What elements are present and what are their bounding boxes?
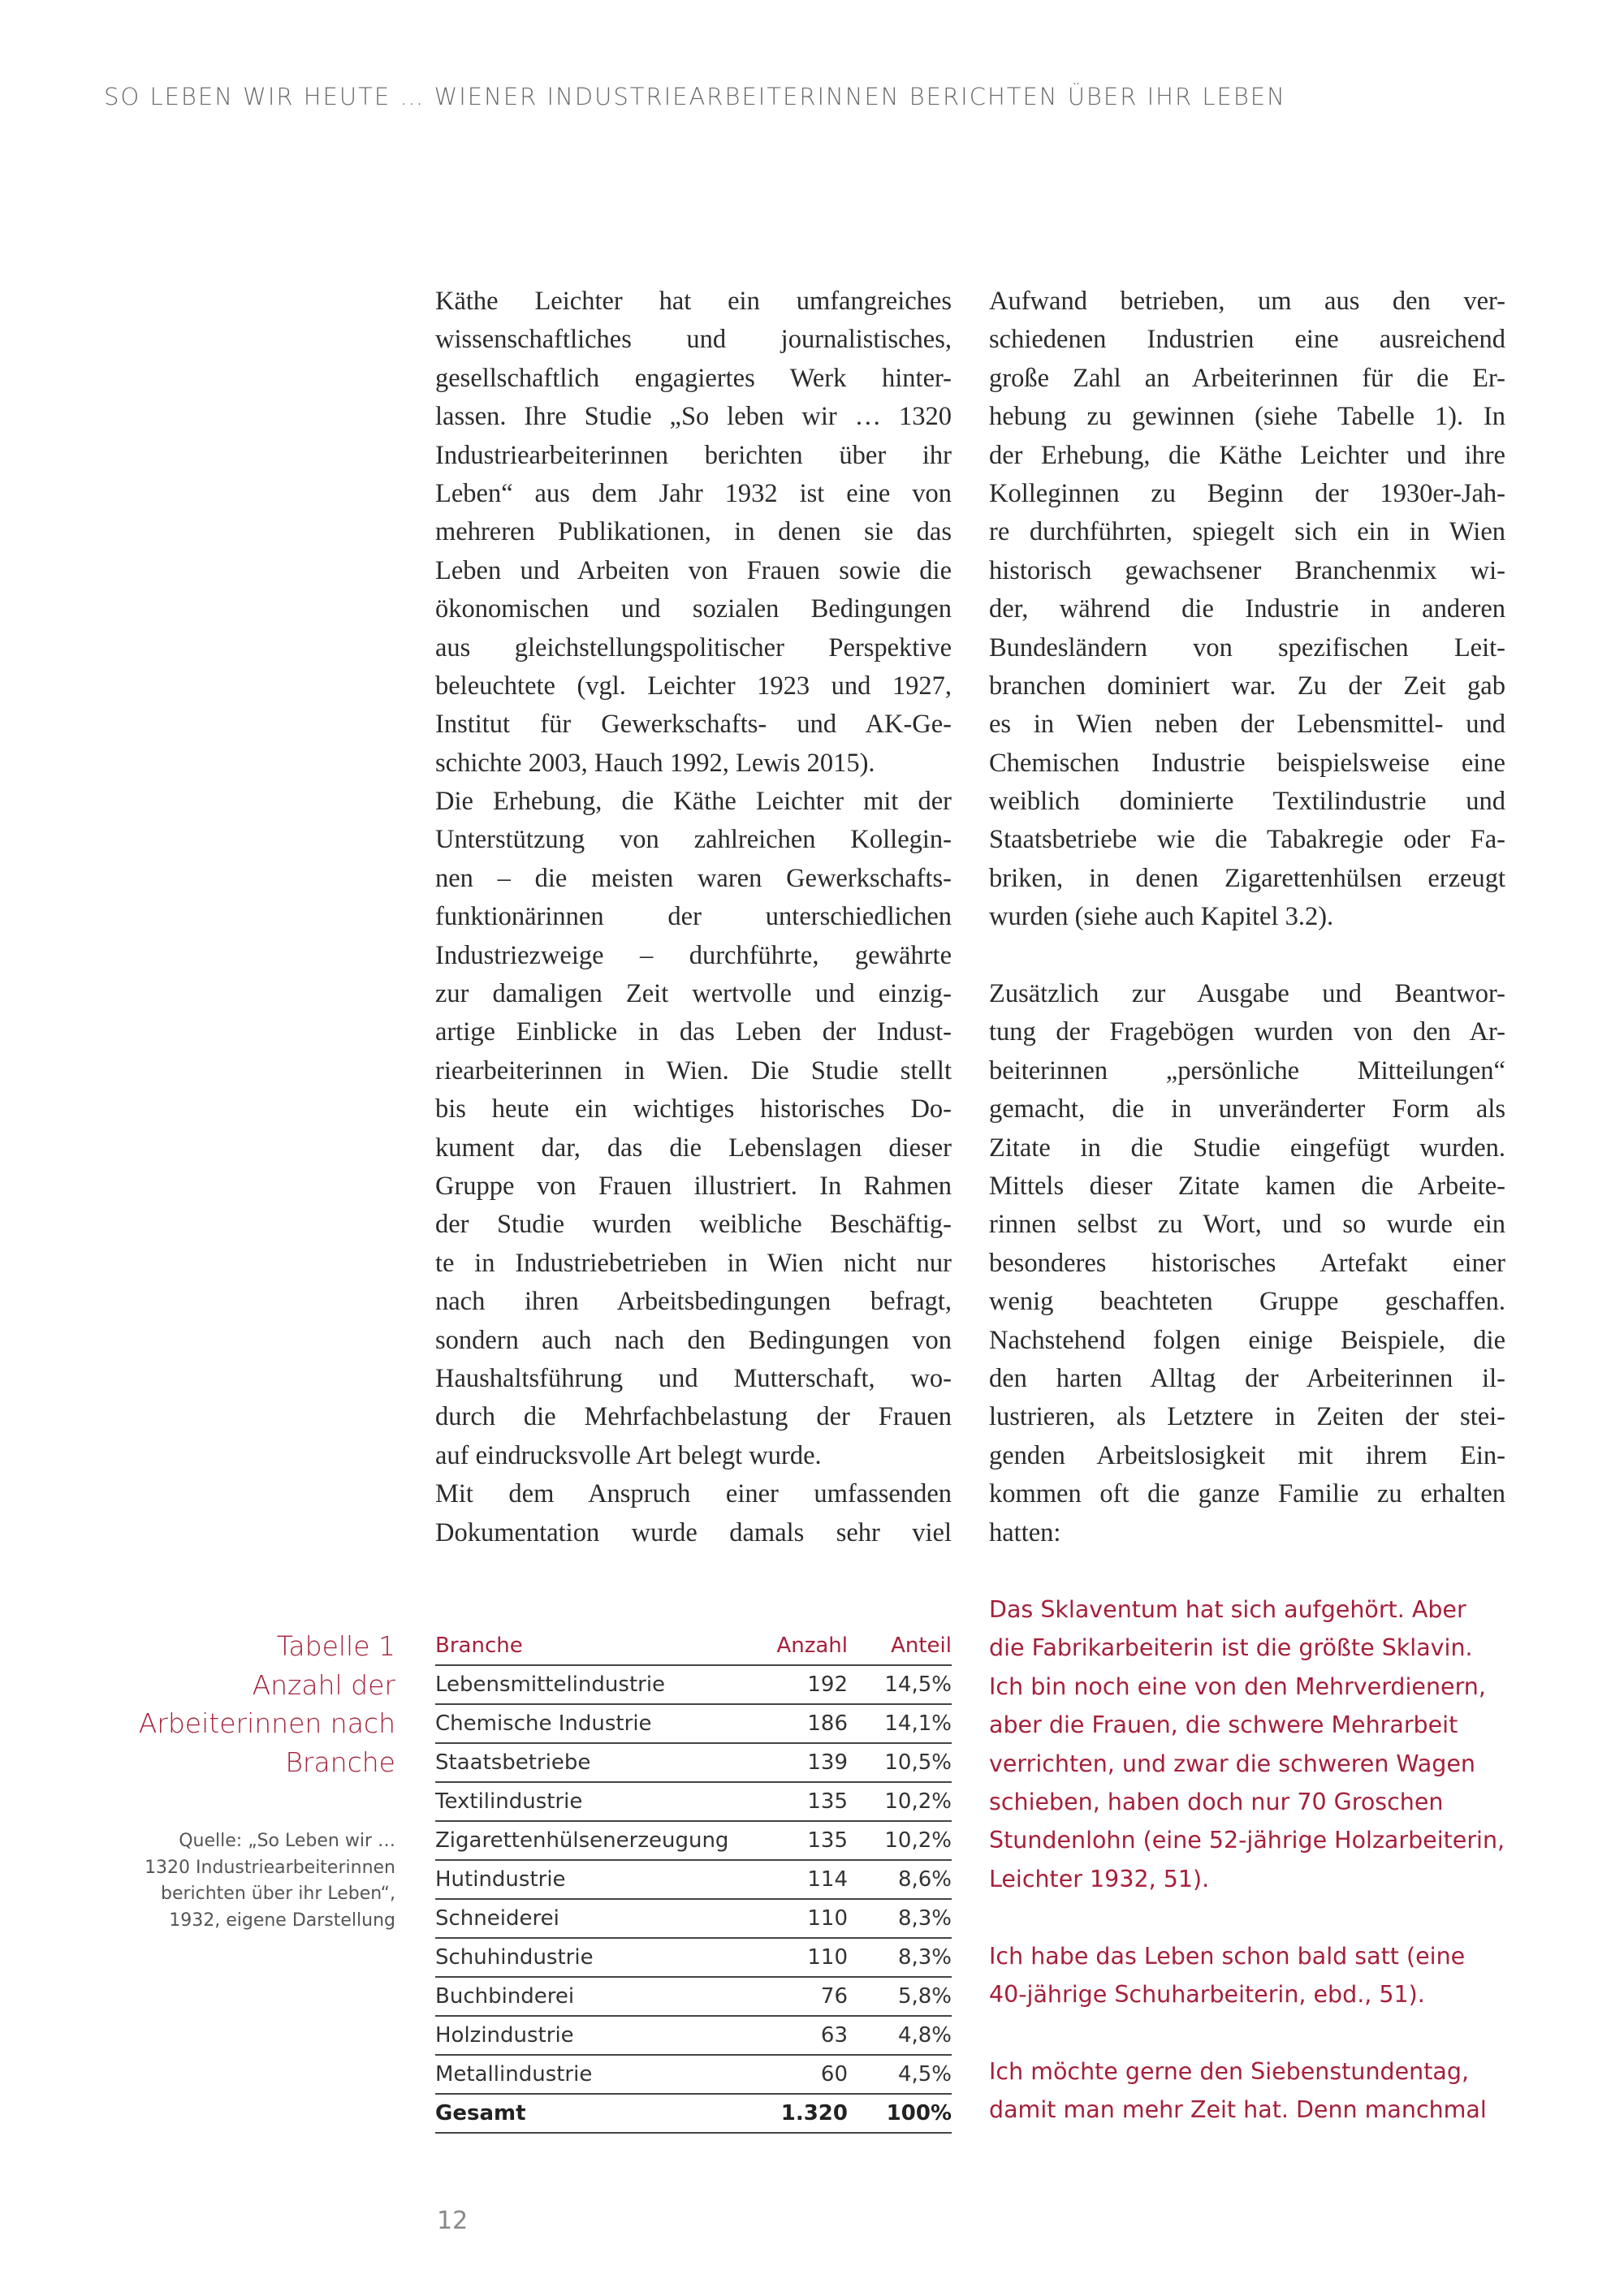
table-row xyxy=(435,1665,952,1704)
cell-anzahl: 139 xyxy=(734,1743,848,1782)
body-text-line: Unterstützung von zahlreichen Kollegin- xyxy=(435,825,952,855)
body-text-line: es in Wien neben der Lebensmittel- und xyxy=(989,710,1505,740)
quote-line: Ich habe das Leben schon bald satt (eine xyxy=(989,1942,1466,1970)
cell-branche: Hutindustrie xyxy=(435,1860,734,1899)
total-anzahl: 1.320 xyxy=(734,2094,848,2133)
cell-anteil: 8,3% xyxy=(848,1938,952,1977)
table-header-row xyxy=(435,1627,952,1665)
cell-anteil: 4,8% xyxy=(848,2016,952,2055)
body-text-line: schichte 2003, Hauch 1992, Lewis 2015). xyxy=(435,748,875,778)
body-column-right xyxy=(989,283,1505,1552)
body-text-line: Mit dem Anspruch einer umfassenden xyxy=(435,1479,952,1509)
quote-line: Das Sklaventum hat sich aufgehört. Aber xyxy=(989,1596,1466,1623)
body-text-line: Leben und Arbeiten von Frauen sowie die xyxy=(435,555,952,585)
caption-source-line: 1932, eigene Darstellung xyxy=(169,1910,395,1931)
body-text-line: Industriezweige – durchführte, gewährte xyxy=(435,940,952,970)
table-row xyxy=(435,2016,952,2055)
running-header: SO LEBEN WIR HEUTE … WIENER INDUSTRIEARBEITERINNEN BERICHTEN ÜBER IHR LEBEN xyxy=(104,83,1286,110)
quote-line: die Fabrikarbeiterin ist die größte Sklavin. xyxy=(989,1634,1473,1662)
body-text-line: große Zahl an Arbeiterinnen für die Er- xyxy=(989,363,1505,393)
cell-branche: Schneiderei xyxy=(435,1899,734,1938)
body-text-line: hatten: xyxy=(989,1517,1061,1547)
body-text-line: Institut für Gewerkschafts- und AK-Ge- xyxy=(435,710,952,740)
table-row xyxy=(435,2055,952,2094)
caption-source-line: 1320 Industriearbeiterinnen xyxy=(145,1857,395,1878)
caption-source-line: berichten über ihr Leben“, xyxy=(160,1884,395,1904)
quote-line: schieben, haben doch nur 70 Groschen xyxy=(989,1788,1444,1815)
body-text-line: lassen. Ihre Studie „So leben wir … 1320 xyxy=(435,402,952,432)
table-row xyxy=(435,1938,952,1977)
body-text-line: Zitate in die Studie eingefügt wurden. xyxy=(989,1133,1505,1163)
caption-source-line: Quelle: „So Leben wir … xyxy=(179,1831,395,1851)
body-text-line: Nachstehend folgen einige Beispiele, die xyxy=(989,1325,1505,1355)
body-text-line: artige Einblicke in das Leben der Indust- xyxy=(435,1017,952,1047)
quote-line: damit man mehr Zeit hat. Denn manchmal xyxy=(989,2096,1487,2124)
cell-anteil: 5,8% xyxy=(848,1977,952,2016)
cell-anzahl: 63 xyxy=(734,2016,848,2055)
quote-line: 40-jährige Schuharbeiterin, ebd., 51). xyxy=(989,1980,1425,2008)
body-text-line: sondern auch nach den Bedingungen von xyxy=(435,1325,952,1355)
cell-branche: Zigarettenhülsenerzeugung xyxy=(435,1821,734,1860)
cell-anzahl: 110 xyxy=(734,1938,848,1977)
header-anzahl: Anzahl xyxy=(734,1627,848,1665)
body-text-line: aus gleichstellungspolitischer Perspektive xyxy=(435,632,952,662)
body-text-line: riearbeiterinnen in Wien. Die Studie stellt xyxy=(435,1055,952,1085)
caption-title-line: Branche xyxy=(285,1746,395,1778)
body-text-line: Gruppe von Frauen illustriert. In Rahmen xyxy=(435,1171,952,1201)
table-caption-source xyxy=(145,1828,395,1934)
body-text-line: gemacht, die in unveränderter Form als xyxy=(989,1094,1505,1124)
quote-line: Ich bin noch eine von den Mehrverdienern, xyxy=(989,1672,1486,1700)
body-text-line: der, während die Industrie in anderen xyxy=(989,594,1505,624)
body-text-line: den harten Alltag der Arbeiterinnen il- xyxy=(989,1363,1505,1393)
body-text-line: Leben“ aus dem Jahr 1932 ist eine von xyxy=(435,478,952,508)
caption-title-line: Anzahl der xyxy=(252,1668,395,1701)
body-text-line: auf eindrucksvolle Art belegt wurde. xyxy=(435,1440,822,1470)
body-text-line: briken, in denen Zigarettenhülsen erzeugt xyxy=(989,863,1505,893)
body-text-line: rinnen selbst zu Wort, und so wurde ein xyxy=(989,1210,1505,1240)
body-text-line: lustrieren, als Letztere in Zeiten der stei- xyxy=(989,1402,1505,1432)
body-text-line: Käthe Leichter hat ein umfangreiches xyxy=(435,287,952,316)
body-text-line: wenig beachteten Gruppe geschaffen. xyxy=(989,1287,1505,1317)
header-branche: Branche xyxy=(435,1627,734,1665)
body-text-line: te in Industriebetrieben in Wien nicht nur xyxy=(435,1248,952,1278)
body-text-line: beleuchtete (vgl. Leichter 1923 und 1927, xyxy=(435,671,952,701)
body-text-line: historisch gewachsener Branchenmix wi- xyxy=(989,555,1505,585)
cell-branche: Schuhindustrie xyxy=(435,1938,734,1977)
body-text-line: durch die Mehrfachbelastung der Frauen xyxy=(435,1402,952,1432)
caption-title-line: Tabelle 1 xyxy=(276,1630,395,1662)
cell-branche: Staatsbetriebe xyxy=(435,1743,734,1782)
body-text-line: weiblich dominierte Textilindustrie und xyxy=(989,787,1505,817)
cell-anzahl: 60 xyxy=(734,2055,848,2094)
quote-line: Stundenlohn (eine 52-jährige Holzarbeiterin, xyxy=(989,1827,1505,1854)
cell-branche: Buchbinderei xyxy=(435,1977,734,2016)
cell-anzahl: 110 xyxy=(734,1899,848,1938)
body-text-line: kommen oft die ganze Familie zu erhalten xyxy=(989,1479,1505,1509)
body-text-line: mehreren Publikationen, in denen sie das xyxy=(435,517,952,547)
quote-line xyxy=(989,2013,1541,2052)
body-text-line: Bundesländern von spezifischen Leit- xyxy=(989,632,1505,662)
body-text-line: nach ihren Arbeitsbedingungen befragt, xyxy=(435,1287,952,1317)
table-row xyxy=(435,1977,952,2016)
total-label: Gesamt xyxy=(435,2094,734,2133)
body-text-line: ökonomischen und sozialen Bedingungen xyxy=(435,594,952,624)
body-text-line: nen – die meisten waren Gewerkschafts- xyxy=(435,863,952,893)
cell-anzahl: 192 xyxy=(734,1665,848,1704)
cell-anzahl: 135 xyxy=(734,1821,848,1860)
cell-anzahl: 114 xyxy=(734,1860,848,1899)
table-row xyxy=(435,1860,952,1899)
header-anteil: Anteil xyxy=(848,1627,952,1665)
cell-anzahl: 135 xyxy=(734,1782,848,1821)
table-row xyxy=(435,1821,952,1860)
body-text-line: Dokumentation wurde damals sehr viel xyxy=(435,1517,952,1547)
body-text-line: hebung zu gewinnen (siehe Tabelle 1). In xyxy=(989,402,1505,432)
table-row xyxy=(435,1899,952,1938)
total-anteil: 100% xyxy=(848,2094,952,2133)
body-text-line: Industriearbeiterinnen berichten über ihr xyxy=(435,440,952,470)
body-text-line: bis heute ein wichtiges historisches Do- xyxy=(435,1094,952,1124)
quote-line: verrichten, und zwar die schweren Wagen xyxy=(989,1750,1475,1777)
quote-line: Leichter 1932, 51). xyxy=(989,1865,1210,1892)
body-text-line: re durchführten, spiegelt sich ein in Wien xyxy=(989,517,1505,547)
body-text-line: genden Arbeitslosigkeit mit ihrem Ein- xyxy=(989,1440,1505,1470)
table-caption-title xyxy=(139,1627,395,1781)
quotes-block xyxy=(989,1590,1541,2129)
cell-anteil: 8,6% xyxy=(848,1860,952,1899)
table-row xyxy=(435,1743,952,1782)
table-row xyxy=(435,1704,952,1743)
body-text-line: branchen dominiert war. Zu der Zeit gab xyxy=(989,671,1505,701)
body-text-line: Zusätzlich zur Ausgabe und Beantwor- xyxy=(989,979,1505,1009)
cell-branche: Holzindustrie xyxy=(435,2016,734,2055)
quote-line: Ich möchte gerne den Siebenstundentag, xyxy=(989,2057,1469,2085)
body-text-line: der Studie wurden weibliche Beschäftig- xyxy=(435,1210,952,1240)
cell-branche: Textilindustrie xyxy=(435,1782,734,1821)
cell-branche: Chemische Industrie xyxy=(435,1704,734,1743)
body-text-line: der Erhebung, die Käthe Leichter und ihre xyxy=(989,440,1505,470)
table-row xyxy=(435,1782,952,1821)
cell-anteil: 14,1% xyxy=(848,1704,952,1743)
cell-anteil: 4,5% xyxy=(848,2055,952,2094)
body-text-line: beiterinnen „persönliche Mitteilungen“ xyxy=(989,1055,1505,1085)
body-text-line: kument dar, das die Lebenslagen dieser xyxy=(435,1133,952,1163)
page-number: 12 xyxy=(437,2207,469,2235)
body-text-line: zur damaligen Zeit wertvolle und einzig- xyxy=(435,979,952,1009)
body-text-line: schiedenen Industrien eine ausreichend xyxy=(989,325,1505,355)
cell-anteil: 10,2% xyxy=(848,1821,952,1860)
body-text-line: Haushaltsführung und Mutterschaft, wo- xyxy=(435,1363,952,1393)
table-total-row xyxy=(435,2094,952,2133)
body-text-line: Die Erhebung, die Käthe Leichter mit der xyxy=(435,787,952,817)
quote-line: aber die Frauen, die schwere Mehrarbeit xyxy=(989,1711,1458,1739)
cell-anzahl: 186 xyxy=(734,1704,848,1743)
body-text-line: tung der Fragebögen wurden von den Ar- xyxy=(989,1017,1505,1047)
cell-anteil: 10,2% xyxy=(848,1782,952,1821)
body-text-line: funktionärinnen der unterschiedlichen xyxy=(435,902,952,932)
body-text-line: wissenschaftliches und journalistisches, xyxy=(435,325,952,355)
body-text-line: wurden (siehe auch Kapitel 3.2). xyxy=(989,902,1334,932)
cell-anteil: 10,5% xyxy=(848,1743,952,1782)
cell-anzahl: 76 xyxy=(734,1977,848,2016)
body-text-line: Chemischen Industrie beispielsweise eine xyxy=(989,748,1505,778)
body-text-line: Kolleginnen zu Beginn der 1930er-Jah- xyxy=(989,478,1505,508)
body-text-line: besonderes historisches Artefakt einer xyxy=(989,1248,1505,1278)
body-text-line: gesellschaftlich engagiertes Werk hinter- xyxy=(435,363,952,393)
cell-branche: Metallindustrie xyxy=(435,2055,734,2094)
quote-line xyxy=(989,1898,1541,1936)
body-text-line: Mittels dieser Zitate kamen die Arbeite- xyxy=(989,1171,1505,1201)
body-text-line: Aufwand betrieben, um aus den ver- xyxy=(989,287,1505,316)
caption-title-line: Arbeiterinnen nach xyxy=(138,1707,395,1739)
branch-table xyxy=(435,1627,952,2134)
cell-anteil: 14,5% xyxy=(848,1665,952,1704)
cell-branche: Lebensmittelindustrie xyxy=(435,1665,734,1704)
cell-anteil: 8,3% xyxy=(848,1899,952,1938)
body-text-line xyxy=(989,937,1505,975)
body-column-left xyxy=(435,283,952,1552)
body-text-line: Staatsbetriebe wie die Tabakregie oder Fa- xyxy=(989,825,1505,855)
